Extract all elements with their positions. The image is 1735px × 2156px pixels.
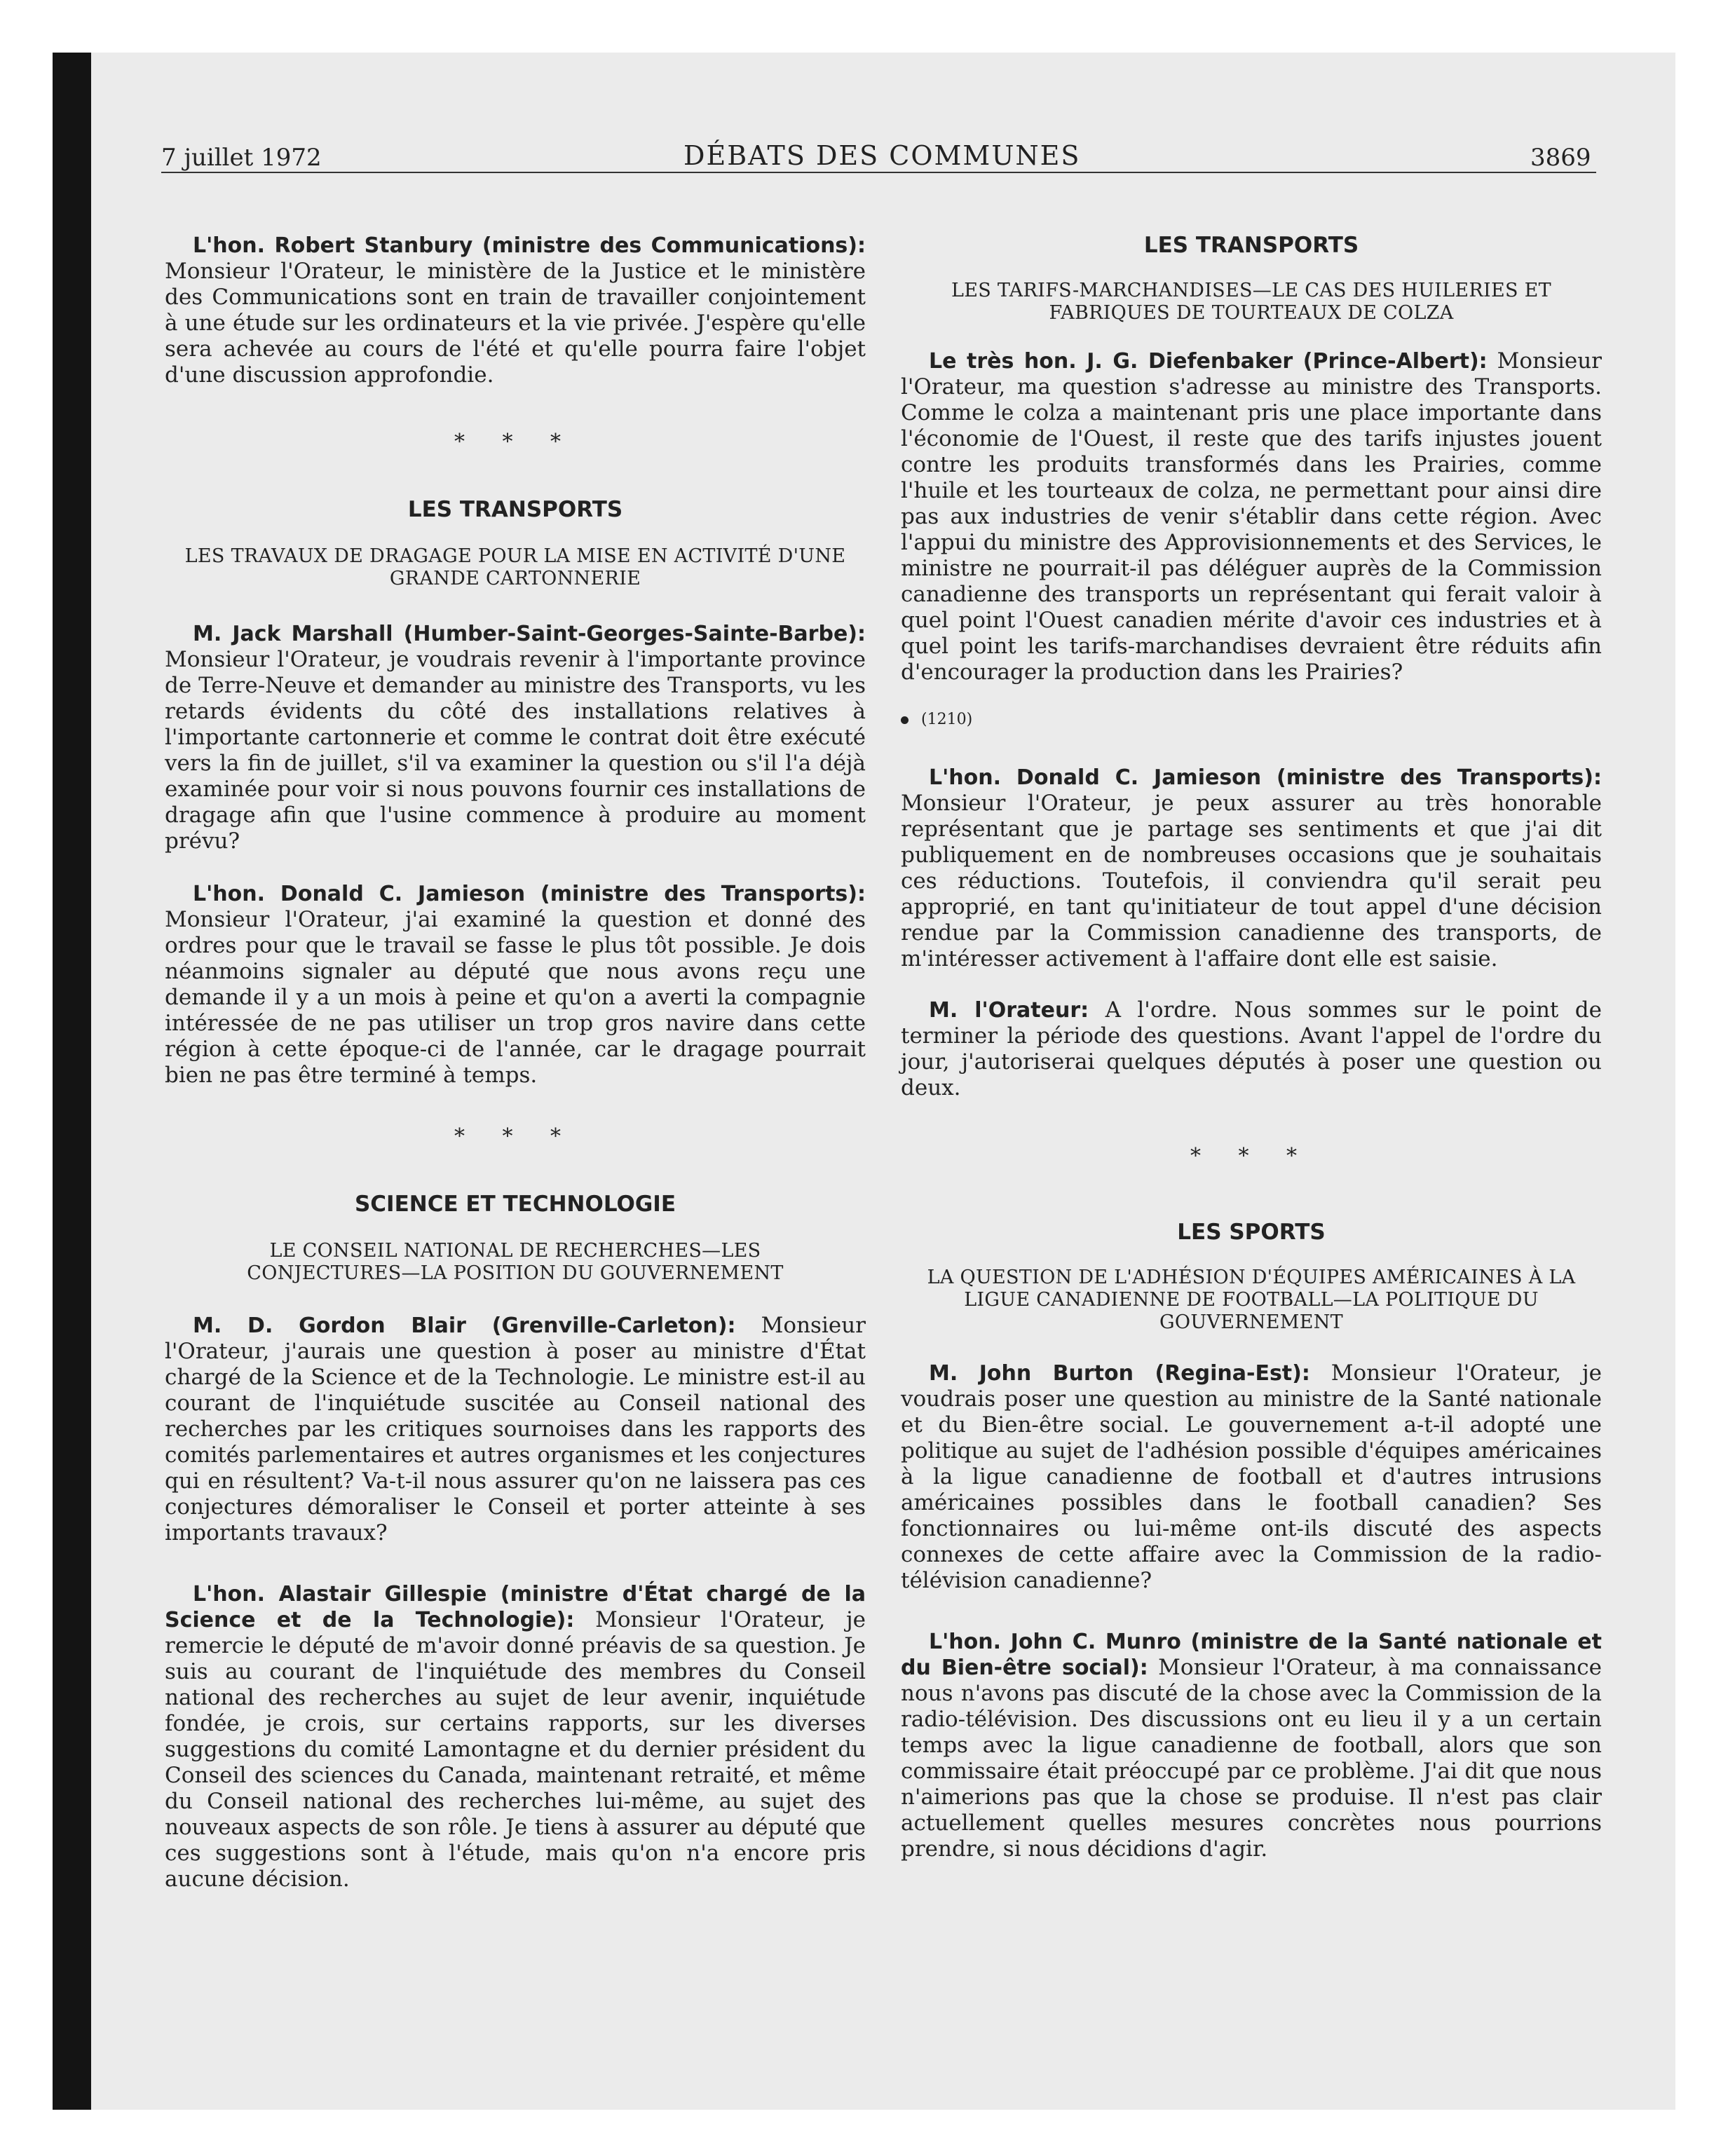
- left-column: [165, 233, 866, 1892]
- speech-text: Monsieur l'Orateur, le ministère de la Justice et le ministère des Communications sont en train de travailler conjointement à une étude sur les ordinateurs et la vie privée. J'espère qu'elle sera achevée au cours de l'été et qu'elle pourra faire l'objet d'une discussion approfondie.: [165, 259, 866, 388]
- paragraph-munro: [901, 1629, 1602, 1862]
- speaker-name: M. John Burton (Regina-Est):: [929, 1361, 1310, 1386]
- time-marker-text: (1210): [921, 711, 973, 728]
- section-subtitle: LES TARIFS-MARCHANDISES—LE CAS DES HUILERIES ET FABRIQUES DE TOURTEAUX DE COLZA: [951, 280, 1551, 324]
- speaker-name: M. D. Gordon Blair (Grenville-Carleton):: [193, 1314, 736, 1338]
- bullet-icon: [901, 716, 909, 724]
- header-rule: [161, 172, 1596, 173]
- section-title: LES TRANSPORTS: [1143, 233, 1359, 258]
- paragraph-marshall: [165, 621, 866, 854]
- speech-text: Monsieur l'Orateur, à ma connaissance nous n'avons pas discuté de la chose avec la Commission de la radio-télévision. Des discussions ont eu lieu il y a un certain temps avec la ligue canadienne de football, alors que son commissaire était préoccupé par ce problème. J'ai dit que nous n'aimerions pas que la chose se produise. Il n'est pas clair actuellement quelles mesures concrètes nous pourrions prendre, si nous décidions d'agir.: [901, 1655, 1603, 1862]
- header-date: 7 juillet 1972: [161, 144, 322, 172]
- section-title: SCIENCE ET TECHNOLOGIE: [354, 1192, 676, 1217]
- paragraph-blair: [165, 1313, 866, 1546]
- paragraph-diefenbaker: [901, 348, 1602, 685]
- header-title: DÉBATS DES COMMUNES: [683, 140, 1081, 171]
- paragraph-jamieson-reply: [901, 765, 1602, 972]
- section-separator: * * *: [1190, 1144, 1313, 1168]
- scan-edge: [53, 53, 91, 2110]
- paragraph-gillespie: [165, 1581, 866, 1892]
- paragraph-jamieson: [165, 881, 866, 1089]
- speech-text: A l'ordre. Nous sommes sur le point de terminer la période des questions. Avant l'appel de l'ordre du jour, j'autoriserai quelques députés à poser une question ou deux.: [901, 997, 1603, 1100]
- speech-text: Monsieur l'Orateur, je voudrais poser une question au ministre de la Santé nationale et du Bien-être social. Le gouvernement a-t-il adopté une politique au sujet de l'adhésion possible d'équipes américaines à la ligue canadienne de football et d'autres intrusions américaines possibles dans le football canadien? Ses fonctionnaires ou lui-même ont-ils discuté des aspects connexes de cette affaire avec la Commission de la radio-télévision canadienne?: [901, 1360, 1602, 1593]
- speech-text: Monsieur l'Orateur, je remercie le député de m'avoir donné préavis de sa question. Je suis au courant de l'inquiétude des membres du Conseil national des recherches au sujet de leur avenir, inquiétude fondée, je crois, sur certains rapports, sur les diverses suggestions du comité Lamontagne et du dernier président du Conseil des sciences du Canada, maintenant retraité, et même du Conseil national des recherches lui-même, au sujet des nouveaux aspects de son rôle. Je tiens à assurer au député que ces suggestions sont à l'étude, mais qu'on n'a encore pris aucune décision.: [165, 1607, 866, 1892]
- section-subtitle: LE CONSEIL NATIONAL DE RECHERCHES—LES CONJECTURES—LA POSITION DU GOUVERNEMENT: [247, 1240, 784, 1284]
- speaker-name: L'hon. Robert Stanbury (ministre des Communications):: [193, 233, 866, 258]
- right-column: [901, 233, 1602, 1862]
- speaker-name: L'hon. Donald C. Jamieson (ministre des Transports):: [929, 765, 1602, 790]
- header-page-number: 3869: [1530, 144, 1591, 172]
- section-subtitle: LA QUESTION DE L'ADHÉSION D'ÉQUIPES AMÉRICAINES À LA LIGUE CANADIENNE DE FOOTBALL—LA POLITIQUE DU GOUVERNEMENT: [927, 1267, 1576, 1333]
- speaker-name: M. Jack Marshall (Humber-Saint-Georges-Sainte-Barbe):: [193, 622, 866, 646]
- section-subtitle: LES TRAVAUX DE DRAGAGE POUR LA MISE EN ACTIVITÉ D'UNE GRANDE CARTONNERIE: [184, 545, 846, 589]
- paragraph-burton: [901, 1360, 1602, 1594]
- paragraph-orateur: [901, 997, 1602, 1101]
- section-title: LES SPORTS: [1177, 1220, 1326, 1245]
- speech-text: Monsieur l'Orateur, j'aurais une question à poser au ministre d'État chargé de la Science et de la Technologie. Le ministre est-il au courant de l'inquiétude suscitée au Conseil national des recherches par les critiques sournoises dans les rapports des comités parlementaires et autres organismes et les conjectures qui en résultent? Va-t-il nous assurer qu'on ne laissera pas ces conjectures démoraliser le Conseil et porter atteinte à ses importants travaux?: [165, 1313, 866, 1546]
- section-separator: * * *: [454, 1124, 577, 1149]
- speaker-name: L'hon. Alastair Gillespie (ministre d'État chargé de la Science et de la Technologie):: [165, 1582, 866, 1632]
- speech-text: Monsieur l'Orateur, ma question s'adresse au ministre des Transports. Comme le colza a maintenant pris une place importante dans l'économie de l'Ouest, il reste que des tarifs injustes jouent contre les produits transformés dans les Prairies, comme l'huile et les tourteaux de colza, ne permettant pour ainsi dire pas aux industries de venir s'établir dans cette région. Avec l'appui du ministre des Approvisionnements et des Services, le ministre ne pourrait-il pas déléguer auprès de la Commission canadienne des transports un représentant qui ferait valoir à quel point l'Ouest canadien mérite d'avoir ces industries et à quel point les tarifs-marchandises devraient être réduits afin d'encourager la production dans les Prairies?: [901, 348, 1602, 685]
- speech-text: Monsieur l'Orateur, je peux assurer au très honorable représentant que je partage ses sentiments et que j'ai dit publiquement en de nombreuses occasions que je souhaitais ces réductions. Toutefois, il conviendra qu'il serait peu approprié, en tant qu'initiateur de tout appel d'une décision rendue par la Commission canadienne des transports, de m'intéresser activement à l'affaire dont elle est saisie.: [901, 791, 1602, 971]
- speaker-name: L'hon. Donald C. Jamieson (ministre des Transports):: [193, 882, 866, 906]
- speaker-name: Le très hon. J. G. Diefenbaker (Prince-Albert):: [929, 349, 1488, 374]
- speech-text: Monsieur l'Orateur, je voudrais revenir à l'importante province de Terre-Neuve et demander au ministre des Transports, vu les retards évidents du côté des installations relatives à l'importante cartonnerie et comme le contrat doit être exécuté vers la fin de juillet, s'il va examiner la question ou s'il l'a déjà examinée pour voir si nous pouvons fournir ces installations de dragage afin que l'usine commence à produire au moment prévu?: [165, 647, 866, 854]
- speaker-name: M. l'Orateur:: [929, 998, 1089, 1023]
- speaker-name: L'hon. John C. Munro (ministre de la Santé nationale et du Bien-être social):: [901, 1630, 1602, 1680]
- time-marker: [901, 707, 1602, 732]
- speech-text: Monsieur l'Orateur, j'ai examiné la question et donné des ordres pour que le travail se fasse le plus tôt possible. Je dois néanmoins signaler au député que nous avons reçu une demande il y a un mois à peine et qu'on a averti la compagnie intéressée de ne pas utiliser un trop gros navire dans cette région à cette époque-ci de l'année, car le dragage pourrait bien ne pas être terminé à temps.: [165, 907, 866, 1088]
- section-title: LES TRANSPORTS: [407, 497, 623, 522]
- section-separator: * * *: [454, 430, 577, 454]
- paragraph-stanbury: [165, 233, 866, 388]
